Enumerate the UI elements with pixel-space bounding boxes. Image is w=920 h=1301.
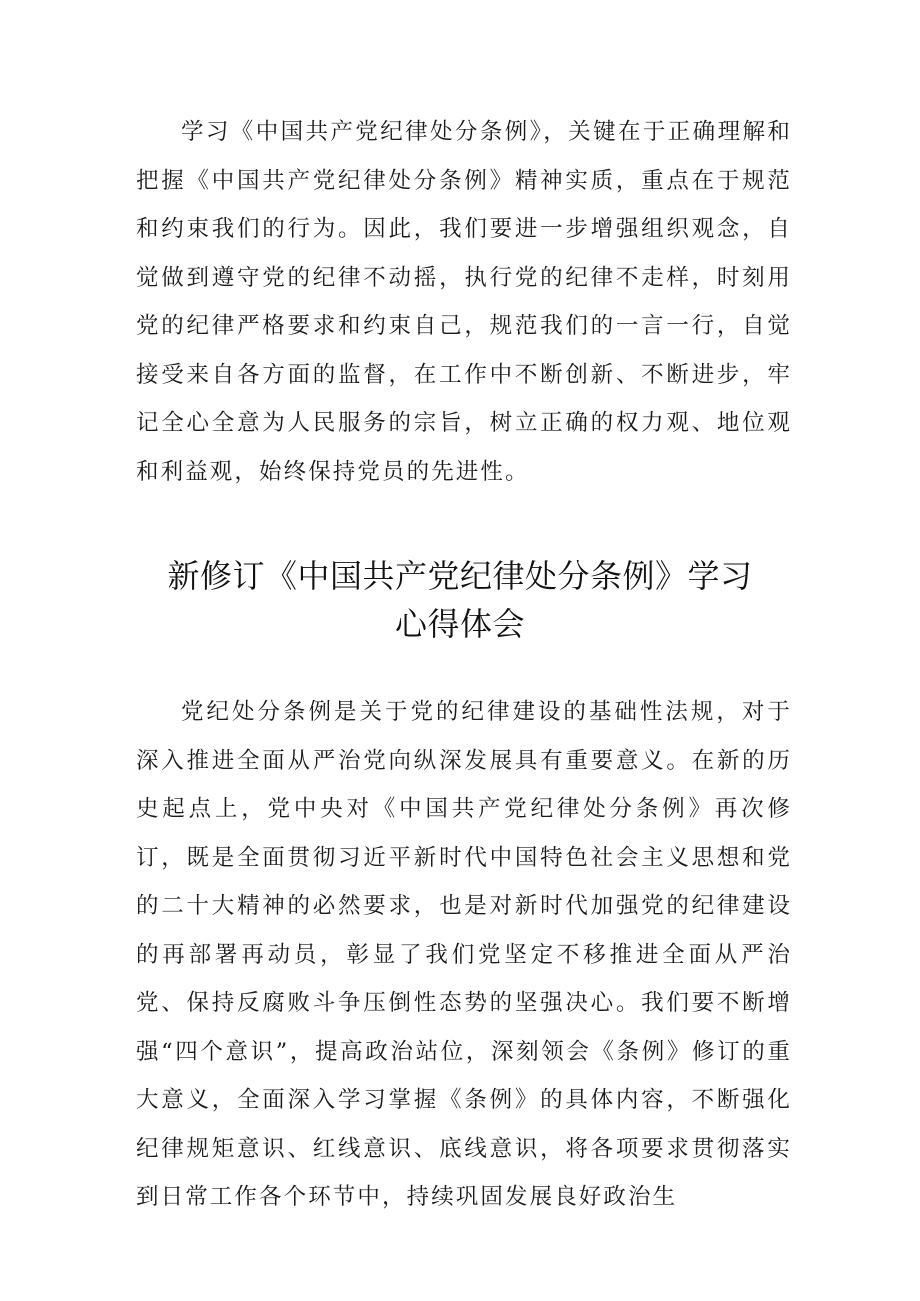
section-title-line-2: 心得体会 bbox=[394, 605, 525, 643]
section-title bbox=[120, 552, 800, 648]
body-paragraph-1: 学习《中国共产党纪律处分条例》，关键在于正确理解和把握《中国共产党纪律处分条例》精神实质，重点在于规范和约束我们的行为。因此，我们要进一步增强组织观念，自觉做到遵守党的纪律不动摇，执行党的纪律不走样，时刻用党的纪律严格要求和约束自己，规范我们的一言一行，自觉接受来自各方面的监督，在工作中不断创新、不断进步，牢记全心全意为人民服务的宗旨，树立正确的权力观、地位观和利益观，始终保持党员的先进性。 bbox=[136, 119, 792, 485]
body-paragraph-2: 党纪处分条例是关于党的纪律建设的基础性法规，对于深入推进全面从严治党向纵深发展具有重要意义。在新的历史起点上，党中央对《中国共产党纪律处分条例》再次修订，既是全面贯彻习近平新时代中国特色社会主义思想和党的二十大精神的必然要求，也是对新时代加强党的纪律建设的再部署再动员，彰显了我们党坚定不移推进全面从严治党、保持反腐败斗争压倒性态势的坚强决心。我们要不断增强“四个意识”，提高政治站位，深刻领会《条例》修订的重大意义，全面深入学习掌握《条例》的具体内容，不断强化纪律规矩意识、红线意识、底线意识，将各项要求贯彻落实到日常工作各个环节中，持续巩固发展良好政治生 bbox=[136, 699, 792, 1210]
section-title-line-1: 新修订《中国共产党纪律处分条例》学习 bbox=[167, 557, 753, 595]
